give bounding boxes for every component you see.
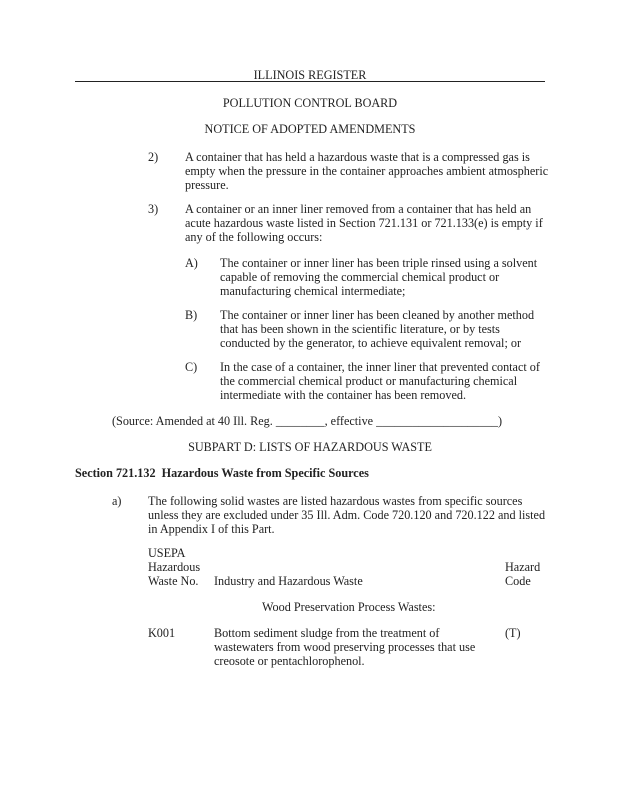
col-header-industry: Industry and Hazardous Waste xyxy=(214,574,363,588)
subitem-label: C) xyxy=(185,360,198,374)
board-title: POLLUTION CONTROL BOARD xyxy=(222,96,398,110)
source-note xyxy=(112,414,502,429)
para-a-label: a) xyxy=(112,494,122,508)
col-header-waste-no: Waste No. xyxy=(148,574,199,588)
subitem-text-line: The container or inner liner has been triple rinsed using a solvent xyxy=(220,256,538,270)
para-a-line: unless they are excluded under 35 Ill. Adm. Code 720.120 and 720.122 and listed xyxy=(148,508,546,522)
notice-title: NOTICE OF ADOPTED AMENDMENTS xyxy=(204,122,416,136)
col-header-waste-no: USEPA xyxy=(148,546,186,560)
source-blank-date: ________ xyxy=(275,414,325,428)
waste-description-line: wastewaters from wood preserving processes that use xyxy=(214,640,476,654)
subitem-text-line: conducted by the generator, to achieve equivalent removal; or xyxy=(220,336,522,350)
item-text-line: empty when the pressure in the container approaches ambient atmospheric xyxy=(185,164,549,178)
source-prefix: (Source: Amended at 40 Ill. Reg. xyxy=(112,414,276,428)
waste-description-line: creosote or pentachlorophenol. xyxy=(214,654,365,668)
waste-description-line: Bottom sediment sludge from the treatment of xyxy=(214,626,440,640)
subitem-label: A) xyxy=(185,256,198,270)
col-header-waste-no: Hazardous xyxy=(148,560,201,574)
source-suffix: ) xyxy=(498,414,503,428)
subitem-text-line: intermediate with the container has been removed. xyxy=(220,388,467,402)
item-text-line: pressure. xyxy=(185,178,229,192)
register-title: ILLINOIS REGISTER xyxy=(253,68,367,82)
group-title: Wood Preservation Process Wastes: xyxy=(262,600,436,614)
subitem-text-line: capable of removing the commercial chemical product or xyxy=(220,270,500,284)
subitem-text-line: the commercial chemical product or manufacturing chemical xyxy=(220,374,518,388)
waste-number: K001 xyxy=(148,626,176,640)
section-heading xyxy=(75,466,369,481)
subpart-heading: SUBPART D: LISTS OF HAZARDOUS WASTE xyxy=(188,440,432,454)
col-header-hazard-code: Code xyxy=(505,574,531,588)
item-text-line: any of the following occurs: xyxy=(185,230,323,244)
source-mid: , effective xyxy=(324,414,377,428)
hazard-code: (T) xyxy=(505,626,521,640)
para-a-line: in Appendix I of this Part. xyxy=(148,522,275,536)
subitem-label: B) xyxy=(185,308,198,322)
subitem-text-line: The container or inner liner has been cleaned by another method xyxy=(220,308,535,322)
subitem-text-line: that has been shown in the scientific literature, or by tests xyxy=(220,322,500,336)
section-number: Section 721.132 xyxy=(75,466,156,480)
subitem-text-line: In the case of a container, the inner liner that prevented contact of xyxy=(220,360,540,374)
header-rule xyxy=(75,81,545,82)
subitem-text-line: manufacturing chemical intermediate; xyxy=(220,284,406,298)
item-text-line: A container that has held a hazardous waste that is a compressed gas is xyxy=(185,150,530,164)
item-number: 2) xyxy=(148,150,159,164)
item-number: 3) xyxy=(148,202,159,216)
item-text-line: acute hazardous waste listed in Section 721.131 or 721.133(e) is empty if xyxy=(185,216,543,230)
col-header-hazard-code: Hazard xyxy=(505,560,541,574)
item-text-line: A container or an inner liner removed from a container that has held an xyxy=(185,202,532,216)
source-blank-effective: ____________________ xyxy=(376,414,498,428)
section-title: Hazardous Waste from Specific Sources xyxy=(161,466,369,480)
para-a-line: The following solid wastes are listed hazardous wastes from specific sources xyxy=(148,494,523,508)
